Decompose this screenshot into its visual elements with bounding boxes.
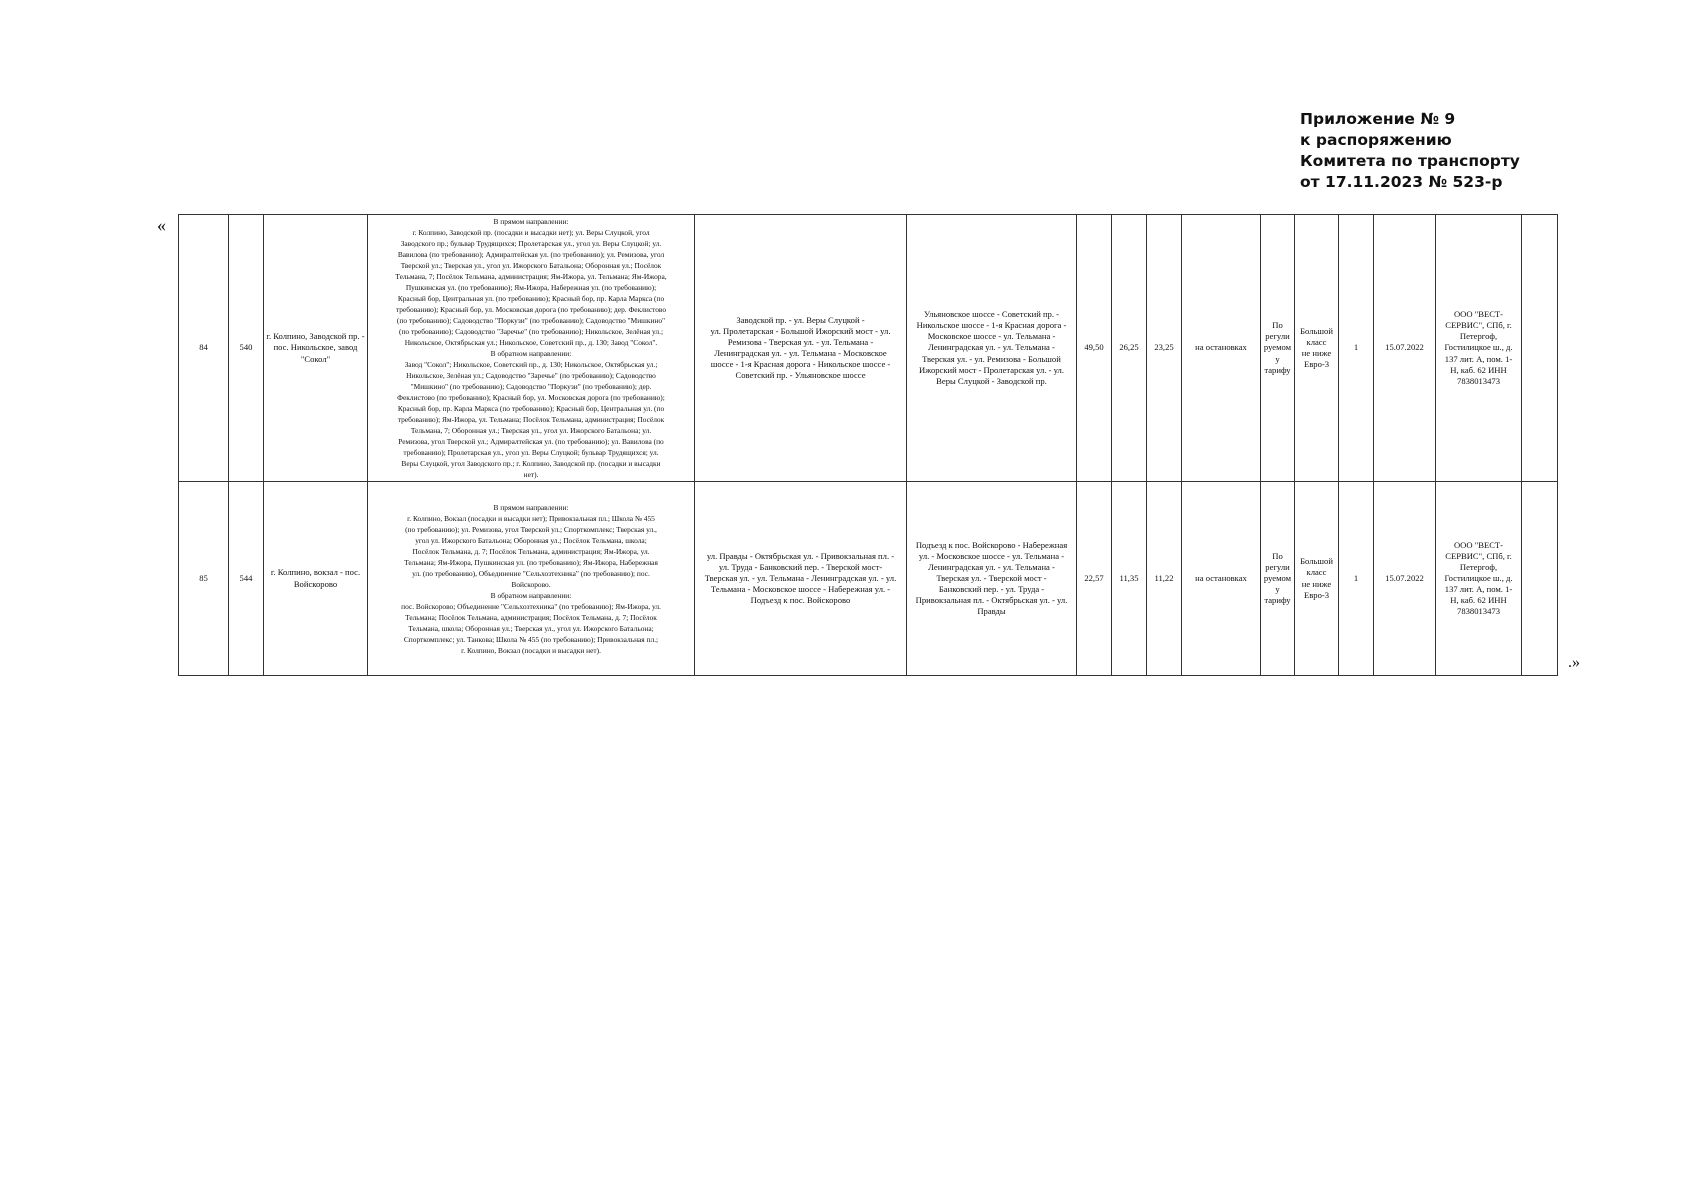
stops-list bbox=[368, 482, 695, 676]
text-line: По bbox=[1272, 550, 1283, 561]
text-line: Веры Слуцкой - Заводской пр. bbox=[936, 375, 1047, 386]
text-line: Н, каб. 62 ИНН bbox=[1450, 595, 1507, 606]
route-name: г. Колпино, Заводской пр. - пос. Никольское, завод "Сокол" bbox=[264, 215, 368, 482]
note-cell bbox=[1522, 215, 1558, 482]
stops-list bbox=[368, 215, 695, 482]
text-line: В прямом направлении: bbox=[493, 217, 569, 226]
start-date: 15.07.2022 bbox=[1374, 215, 1436, 482]
route-name: г. Колпино, вокзал - пос. Войскорово bbox=[264, 482, 368, 676]
text-line: Красный бор, пр. Карла Маркса (по требованию); Красный бор, Центральная ул. (по bbox=[397, 404, 665, 413]
text-line: ООО "ВЕСТ- bbox=[1453, 539, 1504, 550]
text-line: Завод "Сокол"; Никольское, Советский пр., д. 130; Никольское, Октябрьская ул.; bbox=[404, 360, 658, 369]
text-line: В обратном направлении: bbox=[490, 349, 572, 358]
carrier-info bbox=[1436, 482, 1522, 676]
routes-table bbox=[178, 214, 1558, 676]
text-line: Московское шоссе - ул. Тельмана - bbox=[927, 331, 1056, 342]
closing-quote: .» bbox=[1568, 654, 1580, 671]
text-line: Тельмана; Ям-Ижора, Пушкинская ул. (по требованию); Ям-Ижора, Набережная bbox=[404, 557, 658, 567]
text-line: Большой bbox=[1300, 556, 1333, 567]
vehicle-class bbox=[1295, 215, 1339, 482]
text-line: Тверская ул. - ул. Тельмана - Ленинградская ул. - ул. bbox=[704, 572, 897, 583]
row-number: 85 bbox=[179, 482, 229, 676]
text-line: В прямом направлении: bbox=[493, 502, 569, 512]
route-number: 544 bbox=[229, 482, 264, 676]
text-line: Феклистово (по требованию); Красный бор, ул. Московская дорога (по требованию); bbox=[397, 393, 665, 402]
text-line: Петергоф, bbox=[1459, 561, 1498, 572]
text-line: СЕРВИС", СПб, г. bbox=[1445, 320, 1512, 331]
backward-path bbox=[907, 482, 1077, 676]
text-line: регули bbox=[1265, 331, 1290, 342]
text-line: руемом bbox=[1263, 572, 1292, 583]
text-line: требованию); Пролетарская ул., угол ул. Веры Слуцкой; бульвар Трудящихся; ул. bbox=[403, 448, 659, 457]
text-line: По bbox=[1272, 320, 1283, 331]
stop-mode: на остановках bbox=[1182, 482, 1261, 676]
text-line: требованию); Ям-Ижора, ул. Тельмана; Посёлок Тельмана, администрация; Посёлок bbox=[397, 415, 665, 424]
tariff-type bbox=[1261, 482, 1295, 676]
text-line: Петергоф, bbox=[1459, 331, 1498, 342]
text-line: ул. Пролетарская - Большой Ижорский мост - ул. bbox=[710, 325, 891, 336]
text-line: 7838013473 bbox=[1457, 375, 1500, 386]
text-line: не ниже bbox=[1301, 348, 1332, 358]
forward-path bbox=[695, 215, 907, 482]
text-line: г. Колпино, Вокзал (посадки и высадки нет); Привокзальная пл.; Школа № 455 bbox=[407, 513, 655, 523]
text-line: ул. Труда - Банковский пер. - Тверской мост- bbox=[718, 561, 883, 572]
length-backward: 11,22 bbox=[1147, 482, 1182, 676]
text-line: у bbox=[1275, 353, 1280, 364]
text-line: класс bbox=[1306, 567, 1327, 578]
length-total: 49,50 bbox=[1077, 215, 1112, 482]
appendix-order-ref: к распоряжению bbox=[1300, 131, 1452, 149]
text-line: Ремизова, угол Тверской ул.; Адмиралтейская ул. (по требованию); ул. Вавилова (по bbox=[398, 437, 664, 446]
vehicle-class bbox=[1295, 482, 1339, 676]
text-line: Гостилицкое ш., д. bbox=[1444, 572, 1513, 583]
text-line: Тельмана; Посёлок Тельмана, администрация; Посёлок Тельмана, д. 7; Посёлок bbox=[405, 612, 657, 622]
text-line: Правды bbox=[977, 606, 1006, 617]
appendix-committee: Комитета по транспорту bbox=[1300, 152, 1520, 170]
text-line: Тельмана - Московское шоссе - Набережная ул. - bbox=[710, 584, 891, 595]
text-line: Веры Слуцкой, угол Заводского пр.; г. Колпино, Заводской пр. (посадки и высадки bbox=[401, 459, 661, 468]
text-line: ул. - Московское шоссе - ул. Тельмана - bbox=[918, 550, 1065, 561]
appendix-date-number: от 17.11.2023 № 523-р bbox=[1300, 173, 1503, 191]
text-line: Привокзальная пл. - Октябрьская ул. - ул. bbox=[915, 595, 1068, 606]
text-line: Ульяновское шоссе - Советский пр. - bbox=[923, 309, 1060, 320]
length-forward: 11,35 bbox=[1112, 482, 1147, 676]
text-line: Тверской ул.; Тверская ул., угол ул. Ижорского Батальона; Оборонная ул.; Посёлок bbox=[400, 261, 662, 270]
text-line: Ленинградская ул. - ул. Тельмана - bbox=[928, 342, 1055, 353]
text-line: Ленинградская ул. - ул. Тельмана - bbox=[928, 561, 1055, 572]
text-line: СЕРВИС", СПб, г. bbox=[1445, 550, 1512, 561]
text-line: "Мишкино" (по требованию); Садоводство "Поркузи" (по требованию); дер. bbox=[410, 382, 652, 391]
text-line: Тверская ул. - Тверской мост - bbox=[936, 572, 1047, 583]
start-date: 15.07.2022 bbox=[1374, 482, 1436, 676]
text-line: Тельмана, школа; Оборонная ул.; Тверская ул., угол ул. Ижорского Батальона; bbox=[408, 623, 654, 633]
text-line: не ниже bbox=[1301, 578, 1332, 589]
note-cell bbox=[1522, 482, 1558, 676]
row-number: 84 bbox=[179, 215, 229, 482]
text-line: тарифу bbox=[1264, 595, 1291, 606]
text-line: В обратном направлении: bbox=[490, 590, 572, 600]
table-row bbox=[179, 215, 1558, 482]
text-line: регули bbox=[1265, 561, 1290, 572]
text-line: Банковский пер. - ул. Труда - bbox=[938, 584, 1045, 595]
text-line: Н, каб. 62 ИНН bbox=[1450, 364, 1507, 375]
text-line: Посёлок Тельмана, д. 7; Посёлок Тельмана, администрация; Ям-Ижора, ул. bbox=[412, 546, 650, 556]
opening-quote: « bbox=[157, 215, 166, 235]
text-line: Тельмана, 7; Посёлок Тельмана, администрация; Ям-Ижора, ул. Тельмана; Ям-Ижора, bbox=[395, 272, 667, 281]
length-total: 22,57 bbox=[1077, 482, 1112, 676]
text-line: Евро-3 bbox=[1303, 359, 1330, 370]
text-line: Тверская ул. - ул. Ремизова - Большой bbox=[922, 353, 1061, 364]
text-line: нет). bbox=[523, 470, 539, 479]
text-line: Заводской пр. - ул. Веры Слуцкой - bbox=[736, 314, 865, 325]
text-line: Никольское, Зелёная ул.; Садоводство "Заречье" (по требованию); Садоводство bbox=[406, 371, 656, 380]
text-line: 137 лит. А, пом. 1- bbox=[1444, 353, 1513, 364]
text-line: шоссе - 1-я Красная дорога - Никольское шоссе - bbox=[710, 359, 891, 370]
vehicle-count: 1 bbox=[1339, 215, 1374, 482]
text-line: Ижорский мост - Пролетарская ул. - ул. bbox=[919, 364, 1064, 375]
text-line: Гостилицкое ш., д. bbox=[1444, 342, 1513, 353]
text-line: руемом bbox=[1263, 342, 1292, 353]
text-line: Вавилова (по требованию); Адмиралтейская ул. (по требованию); ул. Ремизова, угол bbox=[397, 250, 665, 259]
text-line: Подъезд к пос. Войскорово - Набережная bbox=[915, 539, 1068, 550]
text-line: (по требованию); Садоводство "Заречье" (по требованию); Никольское, Зелёная ул.; bbox=[398, 327, 664, 336]
text-line: Ленинградская ул. - ул. Тельмана - Московское bbox=[714, 348, 887, 358]
text-line: Спорткомплекс; ул. Танкова; Школа № 455 (по требованию); Привокзальная пл.; bbox=[403, 634, 659, 644]
carrier-info bbox=[1436, 215, 1522, 482]
text-line: г. Колпино, Заводской пр. (посадки и высадки нет); ул. Веры Слуцкой, угол bbox=[412, 228, 650, 237]
text-line: угол ул. Ижорского Батальона; Оборонная ул.; Посёлок Тельмана, школа; bbox=[415, 535, 647, 545]
forward-path bbox=[695, 482, 907, 676]
text-line: требованию); Красный бор, ул. Московская дорога (по требованию); дер. Феклистово bbox=[395, 305, 667, 314]
text-line: (по требованию); Садоводство "Поркузи" (по требованию); Садоводство "Мишкино" bbox=[396, 316, 666, 325]
text-line: Никольское шоссе - 1-я Красная дорога - bbox=[916, 320, 1067, 331]
tariff-type bbox=[1261, 215, 1295, 482]
appendix-header bbox=[1300, 109, 1600, 193]
length-backward: 23,25 bbox=[1147, 215, 1182, 482]
text-line: тарифу bbox=[1264, 364, 1291, 375]
text-line: пос. Войскорово; Объединение "Сельхозтехника" (по требованию); Ям-Ижора, ул. bbox=[401, 601, 661, 611]
text-line: Подъезд к пос. Войскорово bbox=[750, 595, 851, 606]
text-line: г. Колпино, Вокзал (посадки и высадки нет). bbox=[461, 645, 601, 655]
text-line: Ремизова - Тверская ул. - ул. Тельмана - bbox=[727, 336, 874, 347]
text-line: Евро-3 bbox=[1303, 589, 1330, 600]
text-line: Красный бор, Центральная ул. (по требованию); Красный бор, пр. Карла Маркса (по bbox=[397, 294, 665, 303]
text-line: Никольское, Октябрьская ул.; Никольское, Советский пр., д. 130; Завод "Сокол". bbox=[404, 338, 658, 347]
text-line: (по требованию); ул. Ремизова, угол Тверской ул.; Спорткомплекс; Тверская ул., bbox=[405, 524, 657, 534]
route-number: 540 bbox=[229, 215, 264, 482]
text-line: у bbox=[1275, 584, 1280, 595]
text-line: 7838013473 bbox=[1457, 606, 1500, 617]
text-line: Тельмана, 7; Оборонная ул.; Тверская ул., угол ул. Ижорского Батальона; ул. bbox=[410, 426, 652, 435]
text-line: ул. Правды - Октябрьская ул. - Привокзальная пл. - bbox=[706, 550, 895, 561]
text-line: Пушкинская ул. (по требованию); Ям-Ижора, Набережная ул. (по требованию); bbox=[405, 283, 657, 292]
text-line: Большой bbox=[1300, 325, 1333, 336]
length-forward: 26,25 bbox=[1112, 215, 1147, 482]
vehicle-count: 1 bbox=[1339, 482, 1374, 676]
text-line: 137 лит. А, пом. 1- bbox=[1444, 584, 1513, 595]
text-line: Советский пр. - Ульяновское шоссе bbox=[735, 370, 866, 381]
stop-mode: на остановках bbox=[1182, 215, 1261, 482]
text-line: класс bbox=[1306, 336, 1327, 347]
text-line: ООО "ВЕСТ- bbox=[1453, 309, 1504, 320]
appendix-title: Приложение № 9 bbox=[1300, 110, 1456, 128]
text-line: ул. (по требованию), Объединение "Сельхозтехника" (по требованию); пос. bbox=[412, 568, 650, 578]
text-line: Заводского пр.; бульвар Трудящихся; Пролетарская ул., угол ул. Веры Слуцкой; ул. bbox=[400, 239, 662, 248]
table-row bbox=[179, 482, 1558, 676]
text-line: Войскорово. bbox=[511, 579, 551, 589]
backward-path bbox=[907, 215, 1077, 482]
